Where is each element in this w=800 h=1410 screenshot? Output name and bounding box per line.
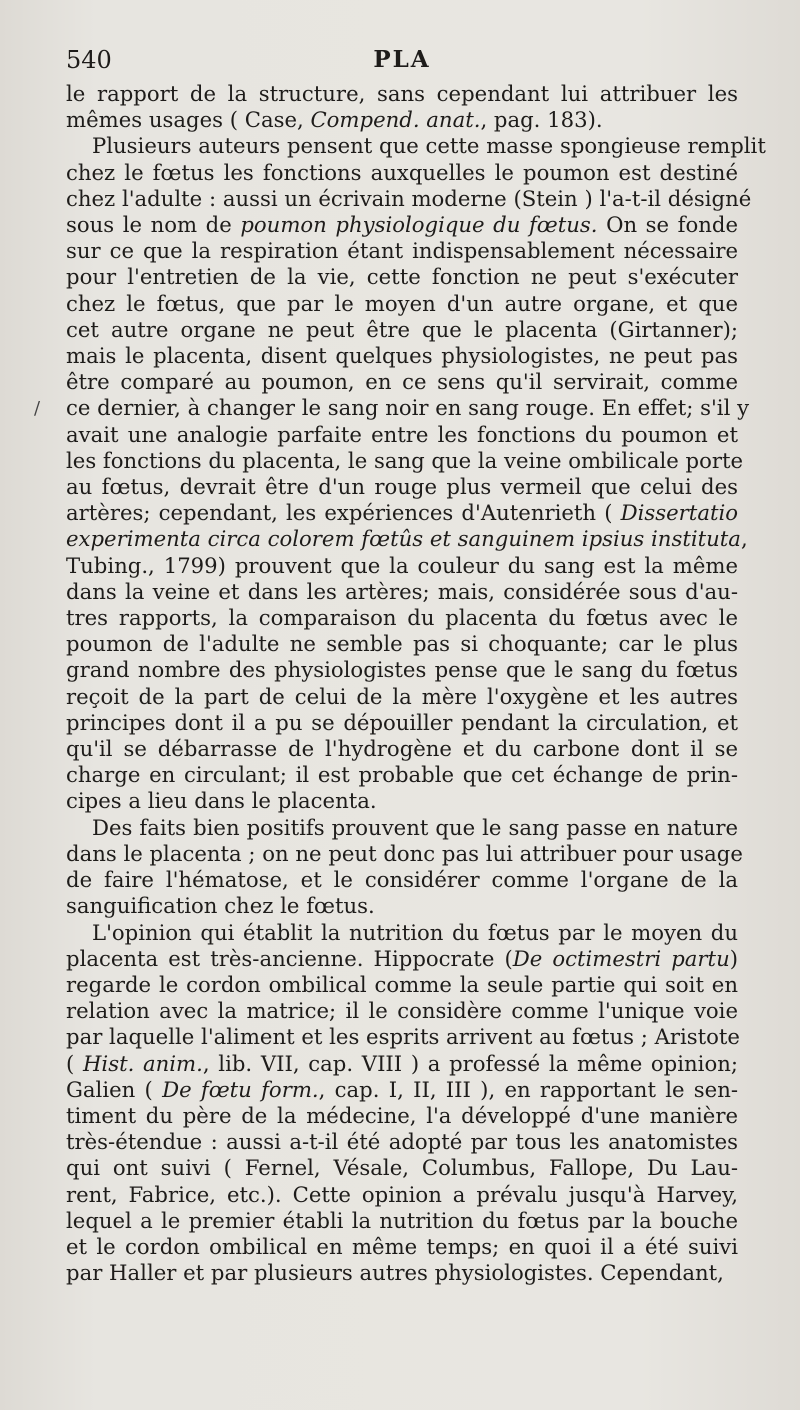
margin-mark: / [34,398,41,419]
text-line: sous le nom de poumon physiologique du fœtus. On se fonde [66,212,739,238]
text-line: lequel a le premier établi la nutrition du fœtus par la bouche [66,1207,738,1233]
text-line: chez le fœtus les fonctions auxquelles le poumon est destiné [66,159,738,185]
text-line: pour l'entretien de la vie, cette fonction ne peut s'exécuter [66,264,738,290]
text-line: sur ce que la respiration étant indispensablement nécessaire [66,238,738,264]
text-line: chez l'adulte : aussi un écrivain moderne (Stein ) l'a-t-il désigné [66,185,752,211]
text-line: les fonctions du placenta, le sang que la veine ombilicale porte [66,447,744,473]
text-line: avait une analogie parfaite entre les fonctions du poumon et [66,421,738,447]
text-line: par laquelle l'aliment et les esprits arrivent au fœtus ; Aristote [66,1024,740,1050]
text-line: de faire l'hématose, et le considérer comme l'organe de la [66,867,738,893]
text-line: charge en circulant; il est probable que cet échange de prin- [66,762,738,788]
text-line: et le cordon ombilical en même temps; en quoi il a été suivi [66,1233,738,1259]
text-line: qu'il se débarrasse de l'hydrogène et du carbone dont il se [66,736,738,762]
text-line: par Haller et par plusieurs autres physiologistes. Cependant, [66,1260,724,1286]
text-line: experimenta circa colorem fœtûs et sanguinem ipsius instituta, [66,526,748,552]
text-line: très-étendue : aussi a-t-il été adopté par tous les anatomistes [66,1129,738,1155]
text-line: placenta est très-ancienne. Hippocrate (De octimestri partu) [66,945,738,971]
text-line: relation avec la matrice; il le considère comme l'unique voie [66,998,738,1024]
text-line: cipes a lieu dans le placenta. [66,788,377,814]
text-line: ce dernier, à changer le sang noir en sang rouge. En effet; s'il y [66,395,750,421]
page-number: 540 [66,46,112,74]
text-line: le rapport de la structure, sans cependant lui attribuer les [66,81,738,106]
text-line: grand nombre des physiologistes pense que le sang du fœtus [66,657,738,683]
text-line: tres rapports, la comparaison du placenta du fœtus avec le [66,605,738,631]
paragraph [66,81,738,133]
paragraph [66,814,743,920]
text-line: artères; cependant, les expériences d'Autenrieth ( Dissertatio [66,500,738,526]
text-line: dans la veine et dans les artères; mais, considérée sous d'au- [66,578,738,604]
text-line: Tubing., 1799) prouvent que la couleur du sang est la même [66,552,738,578]
text-line: poumon de l'adulte ne semble pas si choquante; car le plus [66,631,738,657]
text-line: reçoit de la part de celui de la mère l'oxygène et les autres [66,683,738,709]
text-line: timent du père de la médecine, l'a développé d'une manière [66,1102,738,1128]
text-line: Galien ( De fœtu form., cap. I, II, III ), en rapportant le sen- [66,1076,739,1102]
text-line: ( Hist. anim., lib. VII, cap. VIII ) a professé la même opinion; [66,1050,738,1076]
text-line: regarde le cordon ombilical comme la seule partie qui soit en [66,971,738,997]
text-line: cet autre organe ne peut être que le placenta (Girtanner); [66,316,738,342]
text-line: qui ont suivi ( Fernel, Vésale, Columbus, Fallope, Du Lau- [66,1155,738,1181]
text-line: dans le placenta ; on ne peut donc pas lui attribuer pour usage [66,840,743,866]
text-line: Des faits bien positifs prouvent que le sang passe en nature [92,814,738,840]
body-text [66,81,766,1286]
text-line: L'opinion qui établit la nutrition du fœtus par le moyen du [92,919,738,945]
text-line: au fœtus, devrait être d'un rouge plus vermeil que celui des [66,474,738,500]
text-line: rent, Fabrice, etc.). Cette opinion a prévalu jusqu'à Harvey, [66,1181,738,1207]
text-line: principes dont il a pu se dépouiller pendant la circulation, et [66,709,738,735]
running-head: PLA [373,46,431,73]
paragraph [66,920,738,1287]
page-header [66,46,738,80]
text-line: sanguification chez le fœtus. [66,893,375,919]
text-line: Plusieurs auteurs pensent que cette masse spongieuse remplit [92,133,766,159]
paragraph [66,133,766,814]
text-line: mais le placenta, disent quelques physiologistes, ne peut pas [66,343,738,369]
text-line: être comparé au poumon, en ce sens qu'il servirait, comme [66,369,738,395]
text-line: mêmes usages ( Case, Compend. anat., pag. 183). [66,107,603,133]
text-line: chez le fœtus, que par le moyen d'un autre organe, et que [66,290,738,316]
